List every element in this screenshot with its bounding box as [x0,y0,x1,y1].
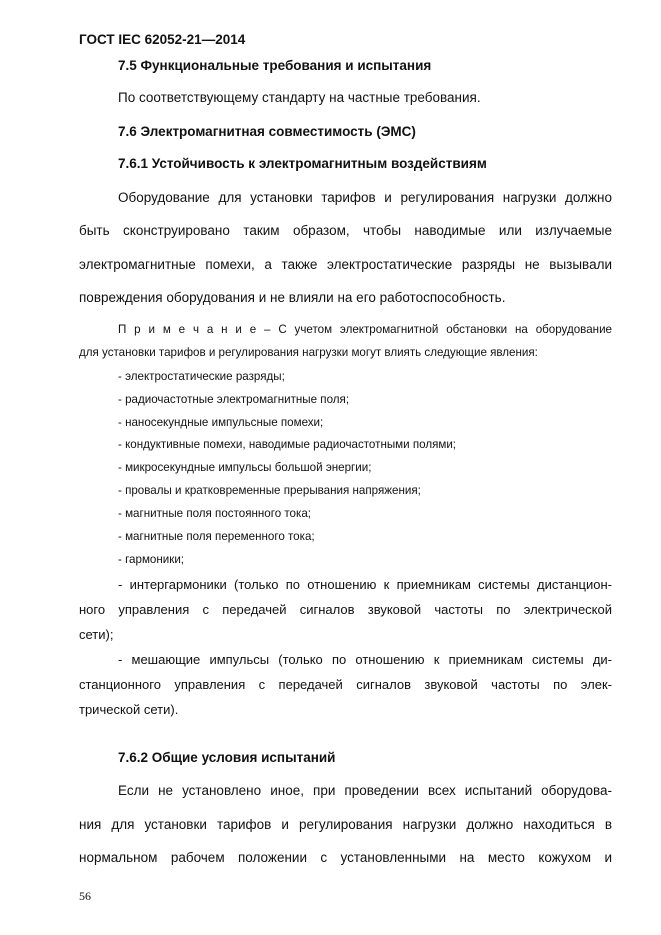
section-7-6-2-line-1: Если не установлено иное, при проведении всех испытаний оборудова- [118,783,612,798]
note-pulses-line-3: трической сети). [79,702,179,717]
section-7-6-1-heading: 7.6.1 Устойчивость к электромагнитным воздействиям [118,156,487,171]
note-item: - радиочастотные электромагнитные поля; [118,393,350,406]
note-interharmonics-line-3: сети); [79,627,114,642]
page-number: 56 [79,889,91,903]
note-interharmonics-line-1: - интергармоники (только по отношению к приемникам системы дистанцион- [118,577,612,592]
section-7-6-1-line-2: быть сконструировано таким образом, чтобы наводимые или излучаемые [79,223,612,238]
section-7-5-heading: 7.5 Функциональные требования и испытания [118,58,432,73]
note-item: - кондуктивные помехи, наводимые радиочастотными полями; [118,438,457,451]
section-7-6-1-line-4: повреждения оборудования и не влияли на его работоспособность. [79,290,506,305]
note-interharmonics-line-2: ного управления с передачей сигналов звуковой частоты по электрической [79,602,612,617]
section-7-6-2-heading: 7.6.2 Общие условия испытаний [118,750,336,765]
note-item: - магнитные поля переменного тока; [118,530,315,543]
standard-header: ГОСТ IEC 62052-21—2014 [79,32,246,47]
note-item: - наносекундные импульсные помехи; [118,416,324,429]
section-7-5-text: По соответствующему стандарту на частные требования. [118,90,481,105]
note-line-1: П р и м е ч а н и е – С учетом электромагнитной обстановки на оборудование [118,323,612,336]
section-7-6-2-line-2: ния для установки тарифов и регулирования нагрузки должно находиться в [79,817,612,832]
section-7-6-1-line-3: электромагнитные помехи, а также электростатические разряды не вызывали [79,257,612,272]
note-pulses-line-2: станционного управления с передачей сигналов звуковой частоты по элек- [79,677,612,692]
note-pulses-line-1: - мешающие импульсы (только по отношению к приемникам системы ди- [118,652,612,667]
note-item: - магнитные поля постоянного тока; [118,507,312,520]
note-line-2: для установки тарифов и регулирования нагрузки могут влиять следующие явления: [79,346,538,359]
note-item: - электростатические разряды; [118,370,285,383]
section-7-6-2-line-3: нормальном рабочем положении с установленными на место кожухом и [79,850,612,865]
note-item: - микросекундные импульсы большой энергии; [118,461,372,474]
note-item: - провалы и кратковременные прерывания напряжения; [118,484,421,497]
section-7-6-1-line-1: Оборудование для установки тарифов и регулирования нагрузки должно [118,190,612,205]
note-item: - гармоники; [118,553,185,566]
section-7-6-heading: 7.6 Электромагнитная совместимость (ЭМС) [118,124,416,139]
